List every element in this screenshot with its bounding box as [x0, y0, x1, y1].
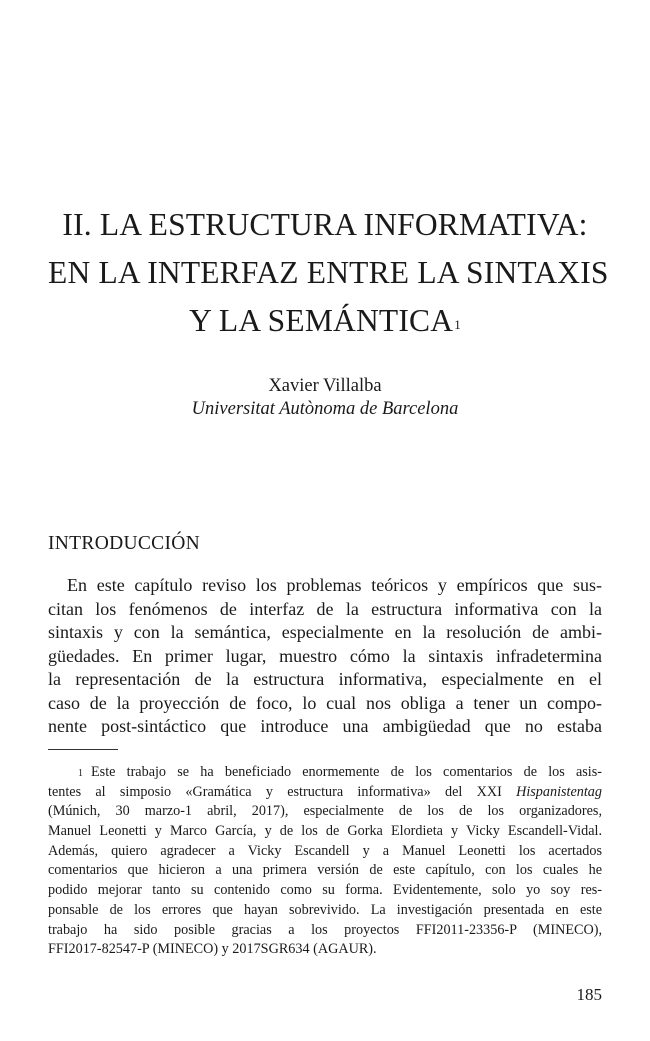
footnote-line: trabajo ha sido posible gracias a los proyectos FFI2011-23356-P (MINECO),: [48, 921, 602, 938]
footnote-line: podido mejorar tanto su contenido como su forma. Evidentemente, solo yo soy res-: [48, 882, 602, 899]
footnote-line: FFI2017-82547-P (MINECO) y 2017SGR634 (AGAUR).: [48, 941, 377, 958]
footnote-line: [48, 783, 602, 803]
footnote: [48, 763, 602, 960]
footnote-text: tentes al simposio «Gramática y estructura informativa» del XXI: [48, 783, 517, 800]
section-heading: INTRODUCCIÓN: [48, 533, 201, 554]
chapter-title: [48, 201, 609, 345]
body-line: nente post-sintáctico que introduce una ambigüedad que no estaba: [48, 716, 602, 736]
footnote-marker: 1: [78, 768, 83, 779]
title-footnote-marker[interactable]: 1: [454, 317, 461, 332]
footnote-line: Además, quiero agradecer a Vicky Escandell y a Manuel Leonetti los acertados: [48, 842, 602, 859]
chapter-title-line: EN LA INTERFAZ ENTRE LA SINTAXIS: [48, 255, 609, 290]
body-paragraph: [48, 574, 602, 739]
footnote-italic-term: Hispanistentag: [516, 783, 602, 800]
footnote-text: Este trabajo se ha beneficiado enormemente de los comentarios de los asis-: [91, 764, 602, 780]
footnote-line: (Múnich, 30 marzo-1 abril, 2017), especialmente de los de los organizadores,: [48, 803, 602, 820]
body-line: caso de la proyección de foco, lo cual nos obliga a tener un compo-: [48, 692, 602, 713]
body-line: sintaxis y con la semántica, especialmente en la resolución de ambi-: [48, 622, 602, 642]
body-line: En este capítulo reviso los problemas teóricos y empíricos que sus-: [67, 575, 602, 595]
footnote-line: ponsable de los errores que hayan sobrevivido. La investigación presentada en este: [48, 901, 602, 918]
body-line: güedades. En primer lugar, muestro cómo la sintaxis infradetermina: [48, 645, 602, 666]
chapter-title-line: II. LA ESTRUCTURA INFORMATIVA:: [62, 207, 588, 242]
footnote-line: Manuel Leonetti y Marco García, y de los de Gorka Elordieta y Vicky Escandell-Vidal.: [48, 823, 602, 840]
page-number: 185: [576, 985, 602, 1004]
footnote-separator: [48, 749, 118, 750]
chapter-title-line: Y LA SEMÁNTICA: [189, 303, 454, 338]
body-line: citan los fenómenos de interfaz de la estructura informativa con la: [48, 598, 602, 619]
footnote-line: comentarios que hicieron a una primera versión de este capítulo, con los cuales he: [48, 862, 602, 879]
author-name: Xavier Villalba: [268, 376, 382, 396]
footnote-line: [48, 763, 602, 783]
body-line: la representación de la estructura informativa, especialmente en el: [48, 669, 602, 689]
author-affiliation: Universitat Autònoma de Barcelona: [191, 399, 459, 419]
chapter-title-line-with-note: [48, 297, 602, 345]
